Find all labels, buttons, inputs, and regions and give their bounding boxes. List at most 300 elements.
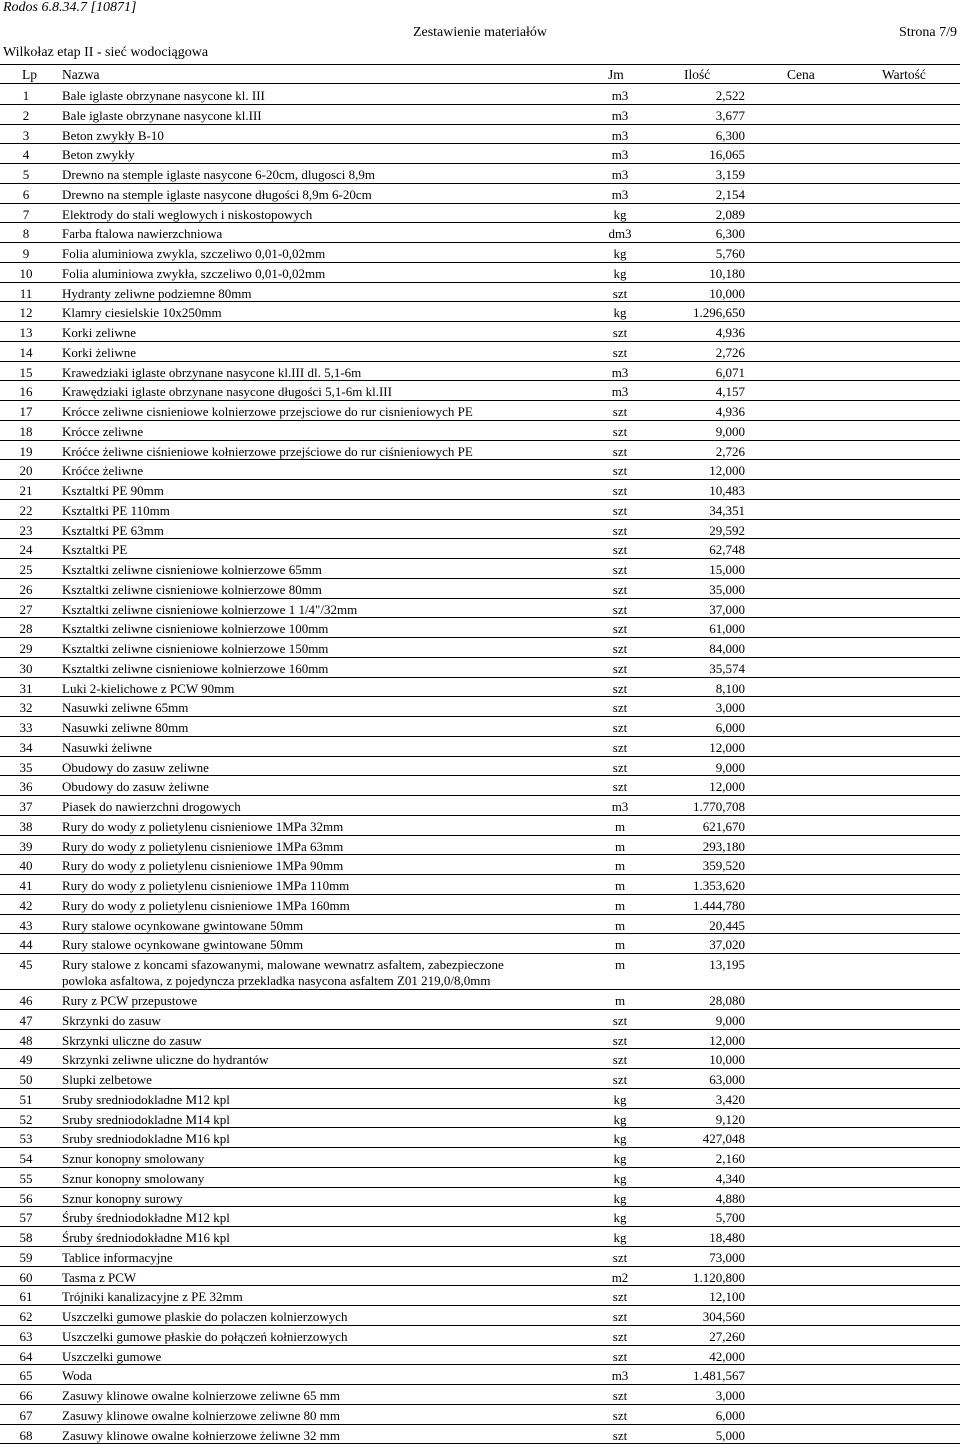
row-unit: szt [612, 542, 628, 558]
row-number: 35 [19, 759, 33, 775]
table-row [0, 85, 960, 105]
row-name: Rury do wody z polietylenu cisnieniowe 1MPa 63mm [62, 838, 344, 854]
row-number: 34 [19, 739, 33, 755]
row-name: Folia aluminiowa zwykla, szczeliwo 0,01-0,02mm [62, 246, 326, 261]
row-number: 57 [19, 1210, 33, 1226]
row-number: 31 [19, 680, 33, 696]
table-row [0, 1069, 960, 1089]
row-quantity: 1.770,708 [693, 799, 745, 814]
row-quantity: 621,670 [702, 818, 745, 834]
row-quantity: 10,483 [709, 483, 745, 498]
row-quantity: 1.481,567 [693, 1368, 745, 1384]
row-quantity: 9,000 [715, 1012, 745, 1028]
row-unit: szt [612, 720, 628, 735]
row-number: 47 [19, 1012, 33, 1028]
row-quantity: 42,000 [709, 1348, 745, 1364]
row-unit: szt [612, 483, 628, 498]
table-row [0, 480, 960, 500]
row-unit: szt [612, 700, 628, 716]
table-row [0, 895, 960, 915]
row-name: Rury stalowe ocynkowane gwintowane 50mm [62, 917, 304, 933]
row-name: Ksztaltki zeliwne cisnieniowe kolnierzowe 150mm [62, 641, 329, 656]
row-unit: szt [612, 344, 628, 360]
row-name: Drewno na stemple iglaste nasycone 6-20cm, dlugosci 8,9m [62, 167, 376, 182]
row-name: Śruby średniodokładne M12 kpl [62, 1210, 230, 1226]
row-number: 8 [22, 226, 30, 242]
table-row [0, 796, 960, 816]
row-unit: m3 [611, 147, 629, 163]
row-number: 68 [19, 1427, 33, 1443]
table-row [0, 184, 960, 204]
row-quantity: 2,160 [715, 1151, 745, 1166]
row-unit: szt [612, 1032, 628, 1048]
row-number: 1 [22, 88, 30, 103]
table-header [0, 64, 960, 84]
row-name: Zasuwy klinowe owalne kolnierzowe zeliwne 80 mm [62, 1407, 340, 1423]
row-number: 63 [19, 1328, 33, 1344]
row-number: 21 [19, 483, 33, 498]
row-number: 49 [19, 1052, 33, 1068]
row-number: 30 [19, 660, 33, 676]
table-row [0, 737, 960, 757]
row-number: 53 [19, 1131, 33, 1147]
row-name: Ksztaltki zeliwne cisnieniowe kolnierzowe 100mm [62, 621, 329, 637]
table-row [0, 1207, 960, 1227]
table-row [0, 342, 960, 362]
row-name: Rury do wody z polietylenu cisnieniowe 1MPa 90mm [62, 858, 344, 874]
row-name: Bale iglaste obrzynane nasycone kl.III [62, 107, 262, 123]
row-quantity: 63,000 [709, 1072, 745, 1087]
row-quantity: 1.296,650 [693, 305, 745, 321]
table-row [0, 836, 960, 856]
row-unit: szt [612, 463, 628, 479]
row-number: 25 [19, 562, 33, 577]
row-number: 17 [19, 404, 33, 419]
row-unit: szt [612, 660, 628, 676]
row-unit: m [614, 937, 626, 953]
row-name: Piasek do nawierzchni drogowych [62, 799, 241, 814]
table-row [0, 1030, 960, 1050]
row-name: Bale iglaste obrzynane nasycone kl. III [62, 88, 265, 103]
row-number: 26 [19, 581, 33, 597]
table-row [0, 243, 960, 263]
row-quantity: 10,000 [709, 285, 745, 301]
row-unit: m3 [611, 799, 629, 814]
row-number: 20 [19, 463, 33, 479]
row-unit: szt [612, 522, 628, 538]
row-name: Uszczelki gumowe płaskie do połączeń kołnierzowych [62, 1328, 348, 1344]
table-row [0, 381, 960, 401]
row-quantity: 12,000 [709, 739, 745, 755]
row-unit: m [614, 878, 626, 893]
row-name: Króćce żeliwne ciśnieniowe kołnierzowe przejściowe do rur ciśnieniowych PE [62, 443, 473, 459]
column-header-name: Nazwa [62, 67, 100, 82]
row-unit: szt [612, 1388, 628, 1403]
row-number: 65 [19, 1368, 33, 1384]
row-number: 38 [19, 818, 33, 834]
row-name: Ksztaltki zeliwne cisnieniowe kolnierzowe 65mm [62, 562, 322, 577]
row-number: 2 [22, 107, 30, 123]
row-name: Klamry ciesielskie 10x250mm [62, 305, 222, 321]
row-number: 52 [19, 1111, 33, 1127]
row-name: Farba ftalowa nawierzchniowa [62, 226, 223, 242]
row-quantity: 12,100 [709, 1289, 745, 1305]
row-quantity: 304,560 [702, 1309, 745, 1324]
table-row [0, 263, 960, 283]
row-unit: kg [613, 1210, 627, 1226]
row-unit: m3 [611, 384, 629, 400]
row-unit: szt [612, 581, 628, 597]
row-name: Folia aluminiowa zwykła, szczeliwo 0,01-0,02mm [62, 265, 326, 281]
row-number: 50 [19, 1072, 33, 1087]
row-unit: szt [612, 562, 628, 577]
table-row [0, 441, 960, 461]
row-quantity: 3,000 [715, 700, 745, 716]
table-row [0, 1168, 960, 1188]
table-row [0, 460, 960, 480]
table-row [0, 520, 960, 540]
row-number: 18 [19, 423, 33, 439]
row-quantity: 61,000 [709, 621, 745, 637]
table-row [0, 1010, 960, 1030]
page-number: Strona 7/9 [899, 25, 957, 40]
row-unit: szt [612, 601, 628, 617]
row-unit: kg [613, 1170, 627, 1186]
table-row [0, 1247, 960, 1267]
row-number: 7 [22, 206, 30, 222]
table-row [0, 717, 960, 737]
row-quantity: 427,048 [702, 1131, 745, 1147]
table-row [0, 618, 960, 638]
row-unit: szt [612, 1407, 628, 1423]
row-name: Krawędziaki iglaste obrzynane nasycone długości 5,1-6m kl.III [62, 384, 392, 400]
row-quantity: 293,180 [702, 838, 745, 854]
row-number: 59 [19, 1249, 33, 1265]
row-unit: kg [613, 265, 627, 281]
row-number: 55 [19, 1170, 33, 1186]
row-number: 54 [19, 1151, 33, 1166]
row-name: Ksztaltki PE 90mm [62, 483, 164, 498]
row-quantity: 13,195 [709, 957, 745, 972]
table-row [0, 579, 960, 599]
table-row [0, 539, 960, 559]
row-unit: m3 [611, 1368, 629, 1384]
row-unit: m [614, 818, 626, 834]
row-unit: m [614, 838, 626, 854]
table-row [0, 362, 960, 382]
row-quantity: 5,700 [715, 1210, 745, 1226]
row-name: Elektrody do stali weglowych i niskostopowych [62, 206, 313, 222]
row-name: Sruby sredniodokladne M14 kpl [62, 1111, 230, 1127]
table-row [0, 401, 960, 421]
column-header-lp: Lp [22, 67, 37, 82]
table-row [0, 125, 960, 145]
row-quantity: 12,000 [709, 779, 745, 795]
row-quantity: 73,000 [709, 1249, 745, 1265]
table-row [0, 697, 960, 717]
row-number: 60 [19, 1269, 33, 1285]
row-number: 28 [19, 621, 33, 637]
row-unit: kg [613, 1190, 627, 1206]
row-number: 19 [19, 443, 33, 459]
row-name: Slupki zelbetowe [62, 1072, 152, 1087]
table-row [0, 757, 960, 777]
row-unit: szt [612, 1052, 628, 1068]
row-quantity: 9,000 [715, 759, 745, 775]
row-name: Rury do wody z polietylenu cisnieniowe 1MPa 110mm [62, 878, 350, 893]
row-unit: kg [613, 305, 627, 321]
table-row [0, 934, 960, 954]
row-unit: kg [613, 1111, 627, 1127]
row-number: 45 [19, 957, 33, 972]
app-title: Rodos 6.8.34.7 [10871] [3, 0, 137, 15]
table-row [0, 816, 960, 836]
row-number: 37 [19, 799, 33, 814]
row-unit: m3 [611, 167, 629, 182]
row-quantity: 5,760 [715, 246, 745, 261]
row-name: Krócce zeliwne cisnieniowe kolnierzowe przejsciowe do rur cisnieniowych PE [62, 404, 473, 419]
row-number: 39 [19, 838, 33, 854]
table-row [0, 1148, 960, 1168]
row-number: 4 [22, 147, 30, 163]
table-row [0, 1128, 960, 1148]
row-quantity: 34,351 [709, 502, 745, 518]
project-name: Wilkołaz etap II - sieć wodociągowa [3, 45, 209, 60]
table-row [0, 1425, 960, 1444]
row-name: Skrzynki uliczne do zasuw [62, 1032, 202, 1048]
row-unit: m3 [611, 107, 629, 123]
row-quantity: 2,089 [715, 206, 745, 222]
column-header-price: Cena [787, 67, 815, 82]
row-quantity: 62,748 [709, 542, 745, 558]
row-quantity: 29,592 [709, 522, 745, 538]
row-quantity: 28,080 [709, 993, 745, 1008]
row-unit: szt [612, 680, 628, 696]
row-unit: m3 [611, 186, 629, 202]
row-quantity: 2,522 [715, 88, 745, 103]
row-number: 56 [19, 1190, 33, 1206]
table-row [0, 1188, 960, 1208]
row-name: Ksztaltki zeliwne cisnieniowe kolnierzowe 80mm [62, 581, 322, 597]
table-row [0, 105, 960, 125]
row-unit: m2 [611, 1269, 629, 1285]
row-name: Beton zwykły B-10 [62, 127, 164, 143]
row-number: 58 [19, 1230, 33, 1245]
row-unit: kg [613, 1230, 627, 1245]
table-row [0, 559, 960, 579]
row-unit: m [614, 993, 626, 1008]
row-name: Ksztaltki PE 63mm [62, 522, 164, 538]
row-unit: szt [612, 1348, 628, 1364]
row-number: 61 [19, 1289, 33, 1305]
row-unit: kg [613, 1091, 627, 1107]
row-name: Skrzynki do zasuw [62, 1012, 161, 1028]
row-unit: kg [613, 206, 627, 222]
row-name: Luki 2-kielichowe z PCW 90mm [62, 680, 235, 696]
row-quantity: 3,420 [715, 1091, 745, 1107]
row-unit: szt [612, 1289, 628, 1305]
table-row [0, 1346, 960, 1366]
row-quantity: 6,300 [715, 127, 745, 143]
table-row [0, 322, 960, 342]
row-quantity: 1.353,620 [693, 878, 745, 893]
row-number: 9 [22, 246, 30, 261]
row-unit: kg [613, 1131, 627, 1147]
row-name: Ksztaltki PE [62, 542, 128, 558]
column-header-jm: Jm [608, 67, 624, 82]
table-row [0, 776, 960, 796]
row-quantity: 5,000 [715, 1427, 745, 1443]
row-unit: szt [612, 325, 628, 340]
row-number: 5 [22, 167, 30, 182]
row-name: Ksztaltki PE 110mm [62, 502, 170, 518]
row-number: 46 [19, 993, 33, 1008]
row-number: 44 [19, 937, 33, 953]
row-name: Nasuwki żeliwne [62, 739, 152, 755]
row-unit: szt [612, 1427, 628, 1443]
row-name: Sznur konopny smolowany [62, 1151, 205, 1166]
row-quantity: 37,020 [709, 937, 745, 953]
row-name: Ksztaltki zeliwne cisnieniowe kolnierzowe 1 1/4"/32mm [62, 601, 358, 617]
row-quantity: 27,260 [709, 1328, 745, 1344]
row-quantity: 10,180 [709, 265, 745, 281]
table-row [0, 283, 960, 303]
row-number: 64 [19, 1348, 33, 1364]
row-unit: szt [612, 1072, 628, 1087]
table-row [0, 1109, 960, 1129]
row-quantity: 12,000 [709, 1032, 745, 1048]
row-name: Nasuwki zeliwne 80mm [62, 720, 189, 735]
row-unit: kg [613, 1151, 627, 1166]
row-name: Tasma z PCW [62, 1269, 137, 1285]
row-quantity: 2,726 [715, 443, 745, 459]
row-name: Woda [62, 1368, 92, 1384]
table-row [0, 678, 960, 698]
row-name: Nasuwki zeliwne 65mm [62, 700, 189, 716]
row-name: Obudowy do zasuw zeliwne [62, 759, 209, 775]
row-number: 15 [19, 364, 33, 380]
row-quantity: 6,300 [715, 226, 745, 242]
row-quantity: 3,677 [715, 107, 745, 123]
row-quantity: 6,000 [715, 720, 745, 735]
row-name: Zasuwy klinowe owalne kołnierzowe żeliwne 32 mm [62, 1427, 340, 1443]
table-row [0, 954, 960, 990]
table-row [0, 1306, 960, 1326]
table-row [0, 302, 960, 322]
row-name: Sruby sredniodokladne M12 kpl [62, 1091, 230, 1107]
row-name: Sruby sredniodokladne M16 kpl [62, 1131, 230, 1147]
table-row [0, 599, 960, 619]
table-row [0, 144, 960, 164]
row-name: Krócce zeliwne [62, 423, 144, 439]
row-name: Krawedziaki iglaste obrzynane nasycone kl.III dl. 5,1-6m [62, 364, 362, 380]
column-header-value: Wartość [882, 67, 926, 82]
row-name: Rury stalowe ocynkowane gwintowane 50mm [62, 937, 304, 953]
table-row [0, 204, 960, 224]
row-quantity: 37,000 [709, 601, 745, 617]
row-number: 29 [19, 641, 33, 656]
row-unit: szt [612, 1328, 628, 1344]
row-quantity: 35,000 [709, 581, 745, 597]
row-number: 66 [19, 1388, 33, 1403]
document-title: Zestawienie materiałów [412, 25, 548, 40]
row-name: Drewno na stemple iglaste nasycone długości 8,9m 6-20cm [62, 186, 372, 202]
row-quantity: 12,000 [709, 463, 745, 479]
row-number: 36 [19, 779, 33, 795]
row-quantity: 3,000 [715, 1388, 745, 1403]
row-unit: szt [612, 285, 628, 301]
row-quantity: 2,154 [715, 186, 745, 202]
row-number: 6 [22, 186, 30, 202]
row-number: 12 [19, 305, 33, 321]
row-name: Rury z PCW przepustowe [62, 993, 198, 1008]
row-unit: szt [612, 1249, 628, 1265]
row-number: 48 [19, 1032, 33, 1048]
row-quantity: 9,120 [715, 1111, 745, 1127]
row-name: Ksztaltki zeliwne cisnieniowe kolnierzowe 160mm [62, 660, 329, 676]
row-unit: szt [612, 423, 628, 439]
row-name: Zasuwy klinowe owalne kolnierzowe zeliwne 65 mm [62, 1388, 340, 1403]
row-name: Obudowy do zasuw żeliwne [62, 779, 209, 795]
row-quantity: 1.120,800 [693, 1269, 745, 1285]
row-number: 13 [19, 325, 33, 340]
row-name: Uszczelki gumowe [62, 1348, 162, 1364]
row-number: 51 [19, 1091, 33, 1107]
row-unit: szt [612, 443, 628, 459]
row-number: 41 [19, 878, 33, 893]
table-row [0, 1049, 960, 1069]
row-number: 67 [19, 1407, 33, 1423]
row-quantity: 6,071 [715, 364, 745, 380]
row-quantity: 6,000 [715, 1407, 745, 1423]
row-unit: kg [613, 246, 627, 261]
row-quantity: 35,574 [709, 660, 745, 676]
table-row [0, 855, 960, 875]
column-header-qty: Ilość [684, 67, 711, 82]
table-row [0, 500, 960, 520]
row-name: Sznur konopny smolowany [62, 1170, 205, 1186]
row-number: 27 [19, 601, 33, 617]
row-quantity: 84,000 [709, 641, 745, 656]
row-name: Korki żeliwne [62, 344, 137, 360]
row-unit: dm3 [608, 226, 632, 242]
table-row [0, 1267, 960, 1287]
row-number: 43 [19, 917, 33, 933]
row-name: Skrzynki zeliwne uliczne do hydrantów [62, 1052, 269, 1068]
row-name: Korki zeliwne [62, 325, 137, 340]
row-quantity: 3,159 [715, 167, 745, 182]
row-name: Hydranty zeliwne podziemne 80mm [62, 285, 252, 301]
row-name: Trójniki kanalizacyjne z PE 32mm [62, 1289, 243, 1305]
row-unit: szt [612, 502, 628, 518]
row-name: Rury stalowe z koncami sfazowanymi, malowane wewnatrz asfaltem, zabezpieczone [62, 957, 504, 972]
row-name: Uszczelki gumowe plaskie do polaczen kolnierzowych [62, 1309, 348, 1324]
row-number: 14 [19, 344, 33, 360]
row-name: Tablice informacyjne [62, 1249, 173, 1265]
row-quantity: 15,000 [709, 562, 745, 577]
row-quantity: 4,157 [715, 384, 745, 400]
row-quantity: 8,100 [715, 680, 745, 696]
row-unit: szt [612, 404, 628, 419]
table-row [0, 223, 960, 243]
table-row [0, 915, 960, 935]
table-row [0, 1385, 960, 1405]
row-name: Rury do wody z polietylenu cisnieniowe 1MPa 32mm [62, 818, 344, 834]
table-row [0, 875, 960, 895]
row-unit: m [614, 917, 626, 933]
row-quantity: 1.444,780 [693, 897, 745, 913]
row-name-continued: powloka asfaltowa, z pojedyncza przekladka nasycona asfaltem Z01 219,0/8,0mm [62, 973, 491, 988]
